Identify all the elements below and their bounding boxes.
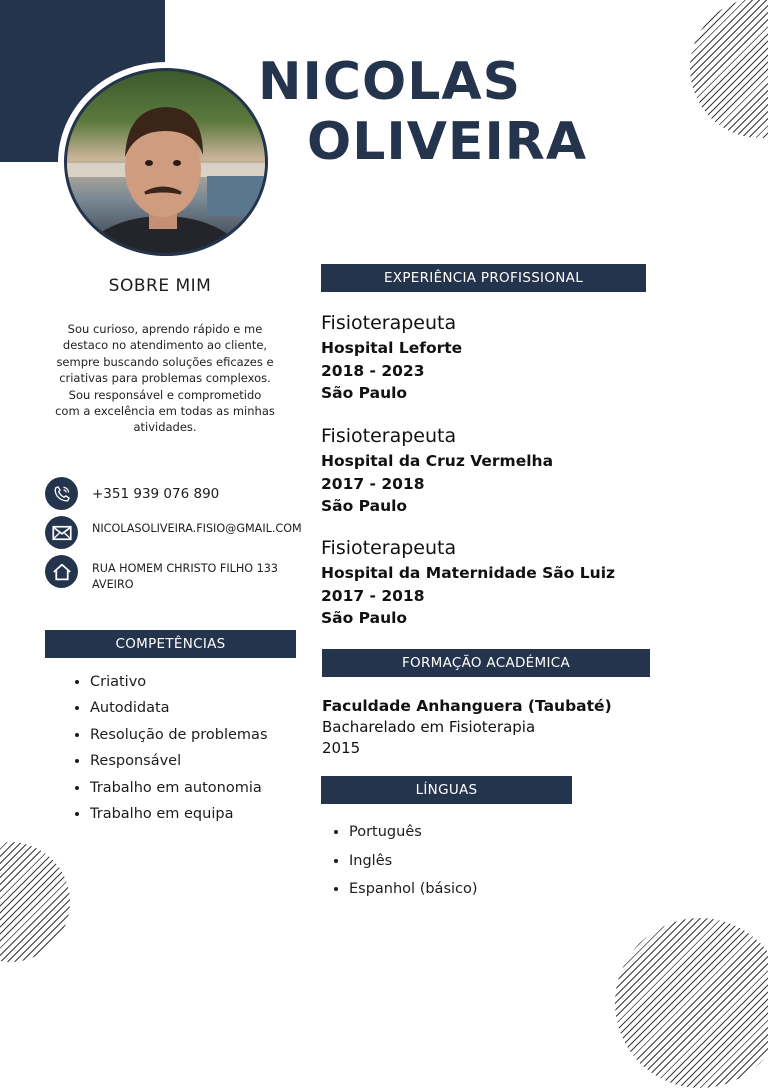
languages-list bbox=[331, 818, 478, 904]
home-icon bbox=[45, 555, 78, 588]
job-location: São Paulo bbox=[321, 609, 408, 627]
name-first: NICOLAS bbox=[258, 52, 522, 112]
job-employer: Hospital da Maternidade São Luiz bbox=[321, 564, 616, 582]
education-entry bbox=[322, 695, 612, 759]
list-item: • Trabalho em equipa bbox=[90, 801, 268, 827]
list-item: • Inglês bbox=[349, 847, 478, 876]
contact-phone[interactable]: +351 939 076 890 bbox=[92, 486, 220, 502]
hatched-circle-decoration-bottom-left bbox=[0, 842, 70, 962]
job-period: 2018 - 2023 bbox=[321, 361, 425, 380]
list-item: • Espanhol (básico) bbox=[349, 875, 478, 904]
skills-header: COMPETÊNCIAS bbox=[45, 630, 296, 658]
hatched-circle-decoration-top-right bbox=[690, 0, 768, 138]
list-item: • Trabalho em autonomia bbox=[90, 775, 268, 801]
job-entry bbox=[321, 536, 615, 630]
languages-header: LÍNGUAS bbox=[321, 776, 572, 804]
list-item: • Autodidata bbox=[90, 695, 268, 721]
about-title: SOBRE MIM bbox=[108, 276, 212, 296]
job-role: Fisioterapeuta bbox=[321, 425, 457, 447]
job-employer: Hospital Leforte bbox=[321, 339, 463, 357]
experience-header: EXPERIÊNCIA PROFISSIONAL bbox=[321, 264, 646, 292]
job-role: Fisioterapeuta bbox=[321, 312, 457, 334]
contact-address bbox=[92, 561, 278, 593]
hatched-circle-decoration-bottom-right bbox=[615, 918, 768, 1088]
list-item: • Criativo bbox=[90, 669, 268, 695]
job-employer: Hospital da Cruz Vermelha bbox=[321, 452, 554, 470]
phone-icon bbox=[45, 477, 78, 510]
education-degree: Bacharelado em Fisioterapia bbox=[322, 718, 536, 736]
address-line-1: RUA HOMEM CHRISTO FILHO 133 bbox=[92, 562, 279, 575]
job-role: Fisioterapeuta bbox=[321, 537, 457, 559]
job-location: São Paulo bbox=[321, 384, 408, 402]
about-text: Sou curioso, aprendo rápido e me destaco no atendimento ao cliente, sempre buscando soluções eficazes e criativas para problemas complexos. Sou responsável e comprometido com a excelência em todas as minhas atividades. bbox=[55, 322, 275, 435]
job-location: São Paulo bbox=[321, 497, 408, 515]
job-period: 2017 - 2018 bbox=[321, 474, 425, 493]
education-school: Faculdade Anhanguera (Taubaté) bbox=[322, 697, 612, 715]
job-period: 2017 - 2018 bbox=[321, 586, 425, 605]
address-line-2: AVEIRO bbox=[92, 578, 134, 591]
name-last: OLIVEIRA bbox=[307, 112, 588, 172]
education-header: FORMAÇÃO ACADÉMICA bbox=[322, 649, 650, 677]
profile-photo bbox=[64, 68, 268, 256]
education-year: 2015 bbox=[322, 739, 361, 757]
list-item: • Responsável bbox=[90, 748, 268, 774]
skills-list bbox=[72, 669, 268, 827]
job-entry bbox=[321, 311, 462, 405]
list-item: • Português bbox=[349, 818, 478, 847]
contact-email[interactable]: NICOLASOLIVEIRA.FISIO@GMAIL.COM bbox=[92, 522, 302, 535]
job-entry bbox=[321, 424, 553, 518]
mail-icon bbox=[45, 516, 78, 549]
list-item: • Resolução de problemas bbox=[90, 722, 268, 748]
